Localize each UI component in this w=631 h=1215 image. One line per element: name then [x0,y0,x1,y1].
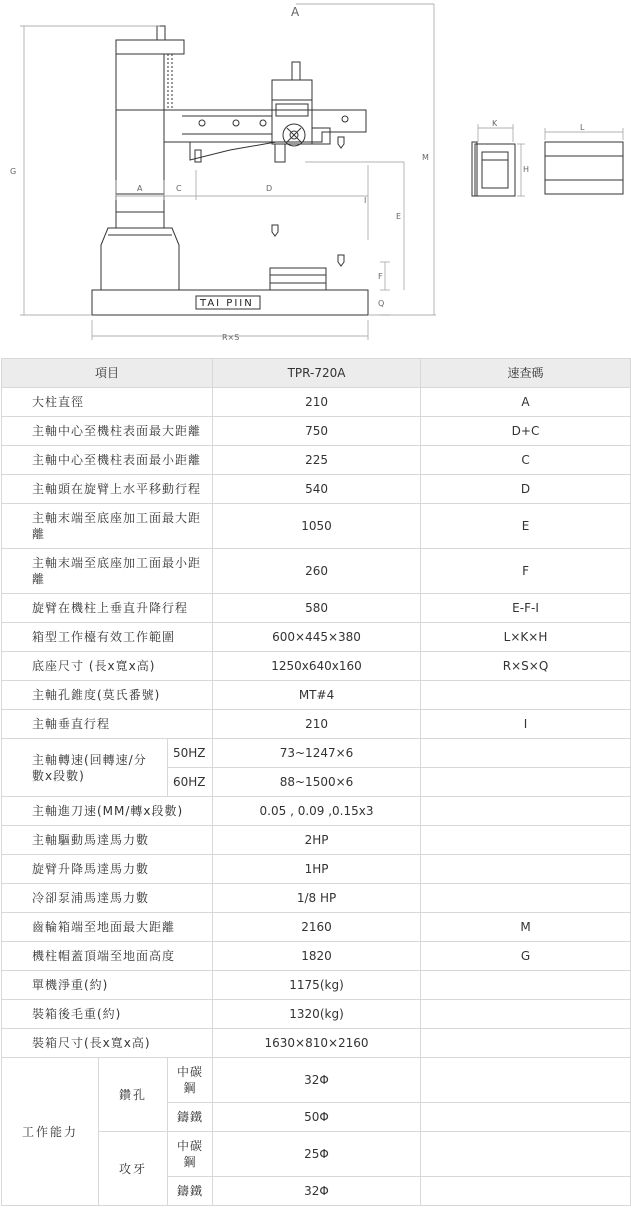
row-code: E [421,504,631,549]
row-code: M [421,913,631,942]
header-model: TPR-720A [213,359,421,388]
row-value: 1175(kg) [213,971,421,1000]
table-row [2,884,631,913]
table-row [2,942,631,971]
row-code [421,971,631,1000]
row-code: D [421,475,631,504]
label-i: I [364,196,367,205]
capacity-tap-iron-code [421,1177,631,1206]
speed-50hz-value: 73~1247×6 [213,739,421,768]
row-value: 0.05 , 0.09 ,0.15x3 [213,797,421,826]
label-rxs: R×S [222,333,240,342]
capacity-drill-steel-value: 32Φ [213,1058,421,1103]
row-code: L×K×H [421,623,631,652]
row-value: 1630×810×2160 [213,1029,421,1058]
row-label: 大柱直徑 [2,388,213,417]
table-row [2,446,631,475]
row-label: 裝箱尺寸(長x寬x高) [2,1029,213,1058]
row-value: 1/8 HP [213,884,421,913]
label-c: C [176,184,182,193]
capacity-drill-iron-value: 50Φ [213,1103,421,1132]
row-label: 主軸垂直行程 [2,710,213,739]
label-f: F [378,272,383,281]
table-row [2,549,631,594]
row-label: 主軸進刀速(MM/轉x段數) [2,797,213,826]
row-value: 260 [213,549,421,594]
row-label: 箱型工作檯有效工作範圍 [2,623,213,652]
box-table [270,268,326,290]
row-value: 1320(kg) [213,1000,421,1029]
row-value: 580 [213,594,421,623]
header-code: 速查碼 [421,359,631,388]
speed-60hz-value: 88~1500×6 [213,768,421,797]
capacity-drill-label: 鑽孔 [99,1058,168,1132]
capacity-tap-iron-label: 鑄鐵 [168,1177,213,1206]
machine-diagram [0,0,631,345]
speed-60hz-label: 60HZ [168,768,213,797]
row-label: 主軸頭在旋臂上水平移動行程 [2,475,213,504]
row-value: 210 [213,388,421,417]
label-h: H [523,165,530,174]
row-code: R×S×Q [421,652,631,681]
label-d: D [266,184,273,193]
row-code: I [421,710,631,739]
speed-label: 主軸轉速(回轉速/分數x段數) [2,739,168,797]
brand-text: TAI PIIN [200,298,254,309]
table-row [2,855,631,884]
row-code [421,681,631,710]
label-q: Q [378,299,385,308]
row-code [421,884,631,913]
row-code: A [421,388,631,417]
main-column [116,54,164,228]
table-row [2,797,631,826]
speed-60hz-code [421,768,631,797]
row-value: 1250x640x160 [213,652,421,681]
table-row [2,1058,631,1103]
row-value: 2HP [213,826,421,855]
table-row [2,710,631,739]
row-label: 主軸中心至機柱表面最大距離 [2,417,213,446]
row-code: C [421,446,631,475]
table-row [2,388,631,417]
label-a-col: A [137,184,143,193]
row-code: E-F-I [421,594,631,623]
row-label: 旋臂升降馬達馬力數 [2,855,213,884]
row-value: 210 [213,710,421,739]
radial-arm [164,110,366,142]
table-row [2,417,631,446]
capacity-drill-iron-code [421,1103,631,1132]
row-code [421,1029,631,1058]
row-code: G [421,942,631,971]
capacity-drill-steel-code [421,1058,631,1103]
row-label: 機柱帽蓋頂端至地面高度 [2,942,213,971]
header-item: 項目 [2,359,213,388]
capacity-tap-steel-code [421,1132,631,1177]
table-row [2,681,631,710]
table-row [2,475,631,504]
row-value: 2160 [213,913,421,942]
table-row [2,594,631,623]
table-row [2,652,631,681]
speed-50hz-label: 50HZ [168,739,213,768]
row-value: 1050 [213,504,421,549]
label-e: E [396,212,402,221]
table-row [2,826,631,855]
row-label: 主軸驅動馬達馬力數 [2,826,213,855]
row-label: 主軸末端至底座加工面最大距離 [2,504,213,549]
capacity-tap-steel-label: 中碳鋼 [168,1132,213,1177]
row-code [421,855,631,884]
row-code: D+C [421,417,631,446]
label-a-top: A [291,5,300,19]
row-value: 750 [213,417,421,446]
lower-column [101,228,179,290]
row-code [421,826,631,855]
table-row [2,971,631,1000]
table-header-row [2,359,631,388]
table-row [2,504,631,549]
row-value: MT#4 [213,681,421,710]
row-value: 1820 [213,942,421,971]
row-value: 600×445×380 [213,623,421,652]
capacity-tap-label: 攻牙 [99,1132,168,1206]
row-value: 225 [213,446,421,475]
row-label: 裝箱後毛重(約) [2,1000,213,1029]
table-row [2,1000,631,1029]
row-value: 1HP [213,855,421,884]
row-label: 主軸孔錐度(莫氏番號) [2,681,213,710]
row-label: 冷卻泵浦馬達馬力數 [2,884,213,913]
label-g: G [10,167,17,176]
table-row [2,913,631,942]
label-m: M [422,153,429,162]
spec-table [1,358,631,1206]
row-code: F [421,549,631,594]
capacity-tap-steel-value: 25Φ [213,1132,421,1177]
spindle-head [272,80,312,144]
capacity-drill-iron-label: 鑄鐵 [168,1103,213,1132]
box-table-top [545,142,623,194]
capacity-tap-iron-value: 32Φ [213,1177,421,1206]
row-code [421,797,631,826]
label-k: K [492,119,498,128]
table-row [2,623,631,652]
column-cap [116,40,184,54]
capacity-drill-steel-label: 中碳鋼 [168,1058,213,1103]
speed-50hz-code [421,739,631,768]
table-row [2,1029,631,1058]
row-value: 540 [213,475,421,504]
table-row [2,739,631,768]
row-label: 底座尺寸 (長x寬x高) [2,652,213,681]
capacity-label: 工作能力 [2,1058,99,1206]
row-code [421,1000,631,1029]
row-label: 單機淨重(約) [2,971,213,1000]
row-label: 旋臂在機柱上垂直升降行程 [2,594,213,623]
label-l: L [580,123,585,132]
row-label: 主軸中心至機柱表面最小距離 [2,446,213,475]
row-label: 主軸末端至底座加工面最小距離 [2,549,213,594]
row-label: 齒輪箱端至地面最大距離 [2,913,213,942]
